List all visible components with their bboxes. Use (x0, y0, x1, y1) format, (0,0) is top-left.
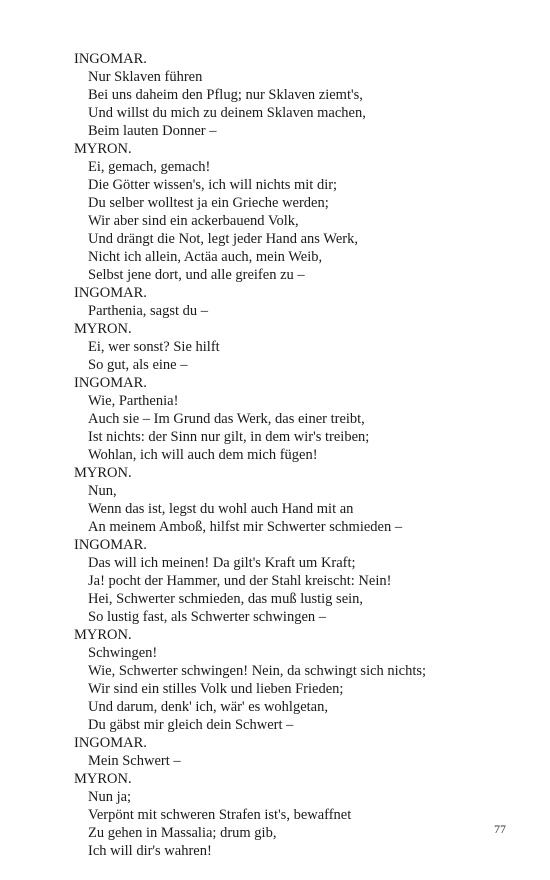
verse-line: Wie, Parthenia! (88, 393, 179, 409)
verse-line: Nur Sklaven führen (88, 69, 203, 85)
verse-line: Schwingen! (88, 645, 158, 661)
verse-line: Ei, gemach, gemach! (88, 159, 211, 175)
verse-line: Und willst du mich zu deinem Sklaven machen, (88, 105, 366, 121)
verse-line: Auch sie – Im Grund das Werk, das einer treibt, (88, 411, 365, 427)
verse-line: Beim lauten Donner – (88, 123, 217, 139)
speaker-name: INGOMAR. (74, 375, 147, 391)
verse-line: Und darum, denk' ich, wär' es wohlgetan, (88, 699, 328, 715)
speaker-name: MYRON. (74, 141, 132, 157)
verse-line: Verpönt mit schweren Strafen ist's, bewaffnet (88, 807, 352, 823)
verse-line: Nicht ich allein, Actäa auch, mein Weib, (88, 249, 323, 265)
verse-line: Ei, wer sonst? Sie hilft (88, 339, 220, 355)
verse-line: Wohlan, ich will auch dem mich fügen! (88, 447, 318, 463)
verse-line: Wir aber sind ein ackerbauend Volk, (88, 213, 299, 229)
page-number: 77 (494, 822, 506, 836)
verse-line: Nun ja; (88, 789, 132, 805)
verse-line: Du selber wolltest ja ein Grieche werden; (88, 195, 329, 211)
verse-line: Ist nichts: der Sinn nur gilt, in dem wir's treiben; (88, 429, 370, 445)
verse-line: So lustig fast, als Schwerter schwingen – (88, 609, 327, 625)
verse-line: So gut, als eine – (88, 357, 188, 373)
verse-line: Ja! pocht der Hammer, und der Stahl kreischt: Nein! (88, 573, 392, 589)
verse-line: Hei, Schwerter schmieden, das muß lustig sein, (88, 591, 364, 607)
text-block (74, 50, 514, 860)
verse-line: Du gäbst mir gleich dein Schwert – (88, 717, 294, 733)
speaker-name: MYRON. (74, 627, 132, 643)
speaker-name: MYRON. (74, 771, 132, 787)
speaker-name: INGOMAR. (74, 51, 147, 67)
verse-line: Wie, Schwerter schwingen! Nein, da schwingt sich nichts; (88, 663, 427, 679)
verse-line: Und drängt die Not, legt jeder Hand ans Werk, (88, 231, 358, 247)
verse-line: Wir sind ein stilles Volk und lieben Frieden; (88, 681, 344, 697)
verse-line: Selbst jene dort, und alle greifen zu – (88, 267, 305, 283)
speaker-name: INGOMAR. (74, 285, 147, 301)
verse-line: Ich will dir's wahren! (88, 843, 212, 859)
verse-line: Das will ich meinen! Da gilt's Kraft um Kraft; (88, 555, 356, 571)
verse-line: Wenn das ist, legst du wohl auch Hand mit an (88, 501, 354, 517)
verse-line: Zu gehen in Massalia; drum gib, (88, 825, 277, 841)
speaker-name: MYRON. (74, 465, 132, 481)
verse-line: Nun, (88, 483, 117, 499)
verse-line: Mein Schwert – (88, 753, 181, 769)
speaker-name: INGOMAR. (74, 735, 147, 751)
verse-line: Die Götter wissen's, ich will nichts mit dir; (88, 177, 338, 193)
speaker-name: INGOMAR. (74, 537, 147, 553)
speaker-name: MYRON. (74, 321, 132, 337)
verse-line: Bei uns daheim den Pflug; nur Sklaven ziemt's, (88, 87, 363, 103)
verse-line: Parthenia, sagst du – (88, 303, 209, 319)
verse-line: An meinem Amboß, hilfst mir Schwerter schmieden – (88, 519, 403, 535)
